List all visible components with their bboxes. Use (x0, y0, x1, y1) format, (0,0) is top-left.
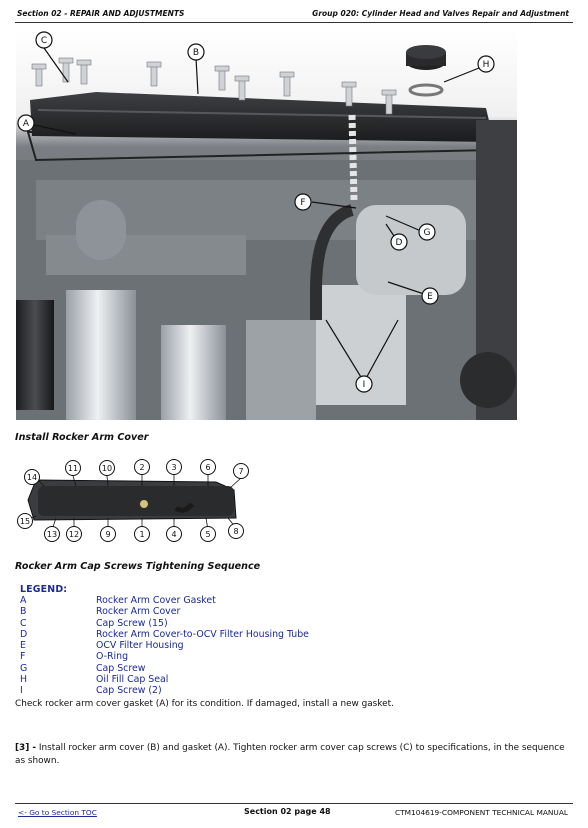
seq-3: 3 (171, 463, 177, 472)
legend-key: A (20, 595, 27, 606)
callout-e: E (427, 292, 433, 302)
seq-1: 1 (139, 530, 145, 539)
seq-10: 10 (101, 464, 113, 473)
legend-key: C (20, 617, 27, 629)
seq-12: 12 (68, 530, 80, 539)
gasket-check-text: Check rocker arm cover gasket (A) for its condition. If damaged, install a new gasket. (15, 699, 394, 709)
legend-item (20, 606, 181, 618)
legend-value: O-Ring (96, 651, 129, 663)
seq-5: 5 (205, 530, 211, 539)
callout-d: D (395, 238, 403, 248)
page-header (15, 9, 573, 23)
page-number: Section 02 page 48 (244, 807, 331, 816)
legend-item (20, 685, 162, 697)
legend-key: E (20, 640, 26, 652)
legend-key: H (20, 674, 28, 686)
seq-8: 8 (233, 527, 239, 536)
legend (20, 584, 309, 697)
seq-11: 11 (67, 464, 79, 473)
seq-15: 15 (19, 517, 31, 526)
step-body: Install rocker arm cover (B) and gasket (A). Tighten rocker arm cover cap screws (C) to specifications, in the sequence as shown. (15, 743, 565, 766)
legend-key: B (20, 606, 27, 618)
seq-4: 4 (171, 530, 177, 539)
figure2-caption: Rocker Arm Cap Screws Tightening Sequence (15, 561, 261, 572)
legend-value: OCV Filter Housing (96, 640, 184, 652)
section-toc-link[interactable]: <- Go to Section TOC (18, 808, 97, 817)
seq-7: 7 (238, 467, 244, 476)
legend-item (20, 640, 184, 652)
legend-key: D (20, 628, 28, 640)
legend-value: Oil Fill Cap Seal (96, 674, 169, 686)
legend-item (20, 651, 129, 663)
seq-9: 9 (105, 530, 111, 539)
legend-value: Cap Screw (2) (96, 685, 162, 697)
legend-key: G (20, 662, 28, 674)
tightening-sequence-diagram (16, 456, 252, 546)
callout-g: G (423, 228, 431, 238)
seq-14: 14 (26, 473, 38, 482)
legend-value: Cap Screw (15) (96, 617, 168, 629)
callout-h: H (482, 60, 490, 70)
section-title: Section 02 - REPAIR AND ADJUSTMENTS (17, 9, 185, 18)
legend-item (20, 674, 169, 686)
manual-title: CTM104619-COMPONENT TECHNICAL MANUAL (395, 808, 568, 817)
legend-value: Cap Screw (96, 662, 146, 674)
callout-a: A (22, 119, 30, 129)
legend-value: Rocker Arm Cover-to-OCV Filter Housing Tube (96, 628, 309, 640)
callout-b: B (192, 48, 200, 58)
legend-item (20, 662, 146, 674)
install-step-text (15, 742, 571, 768)
callout-c: C (40, 36, 48, 46)
legend-value: Rocker Arm Cover Gasket (96, 595, 216, 606)
figure1-caption: Install Rocker Arm Cover (15, 432, 149, 443)
legend-item (20, 628, 309, 640)
step-number: [3] - (15, 743, 37, 753)
header-divider (15, 22, 573, 23)
legend-item (20, 617, 168, 629)
legend-item (20, 595, 216, 606)
footer-divider (15, 803, 573, 804)
legend-value: Rocker Arm Cover (96, 606, 181, 618)
callout-i: I (362, 380, 366, 390)
group-title: Group 020: Cylinder Head and Valves Repair and Adjustment (312, 9, 569, 18)
legend-key: F (20, 651, 26, 663)
callout-f: F (300, 198, 306, 208)
legend-title: LEGEND: (20, 584, 68, 595)
seq-13: 13 (46, 530, 58, 539)
seq-6: 6 (205, 463, 211, 472)
seq-2: 2 (139, 463, 145, 472)
engine-photo (16, 30, 517, 420)
legend-key: I (20, 685, 23, 697)
